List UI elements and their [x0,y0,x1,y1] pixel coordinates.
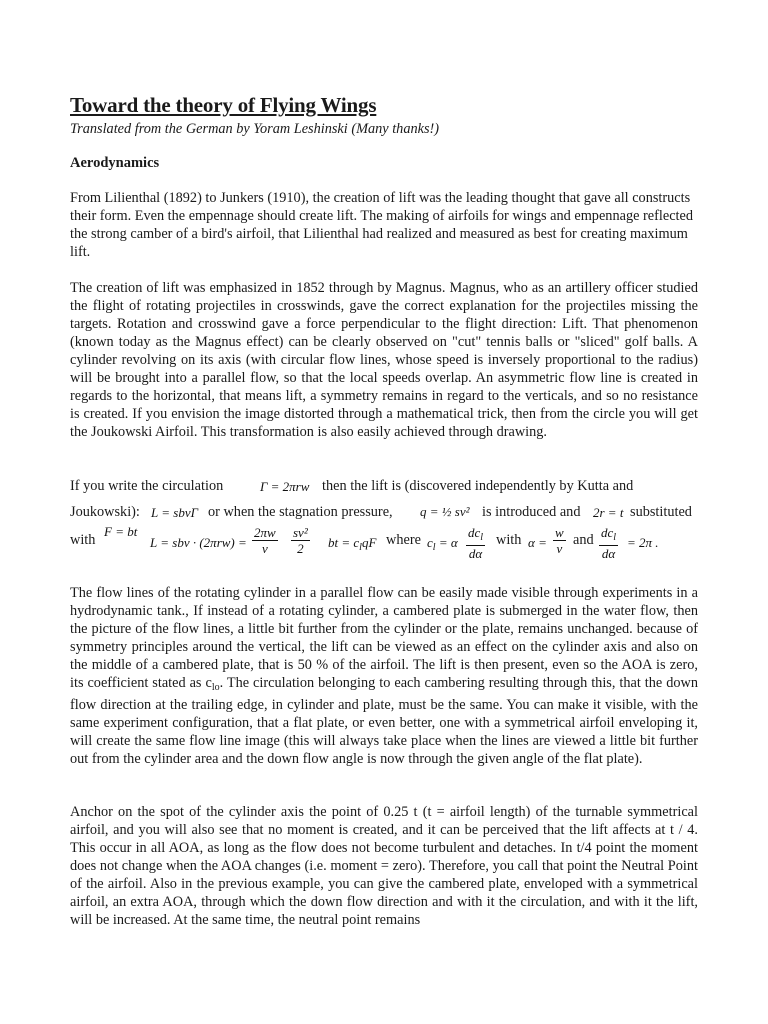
paragraph-1: From Lilienthal (1892) to Junkers (1910), the creation of lift was the leading thought that gave all constructs their form. Even the empennage should create lift. The making of airfoils for wings and empennage reflected the strong camber of a bird's airfoil, that Lilienthal had realized and measured as best for creating maximum lift. [70,190,694,260]
alpha-formula: α = [528,535,547,550]
lift-coefficient-formula: bt = $c_lqF$ [328,535,377,553]
paragraph-4: The flow lines of the rotating cylinder in a parallel flow can be easily made visible through experiments in a hydrodynamic tank., If instead of a rotating cylinder, a cambered plate is submerged in the water flow, then the picture of the flow lines, a little bit further from the cylinder or the plate, remains unchanged. because of symmetry principles around the vertical, the lift can be viewed as an effect on the cylinder axis and also on the middle of a cambered plate, that is 50 % of the airfoil. The lift is then present, even so the AOA is zero, its coefficient stated as $c_{lo}$. The circulation belonging to each cambering resulting through this, that the down flow direction at the trailing edge, in cylinder and plate, must be the same. You can make it visible, with the same experiment configuration, that a flat plate, or even better, one with a symmetrical airfoil enveloping it, will create the same flow line image (this will always take place when the lines are viewed a little bit further out from the cylinder area and the down flow angle is now through the given angle of the flat plate). [70,585,698,767]
formula-text: If you write the circulation [70,478,224,494]
formula-text: where [386,532,421,548]
two-pi-formula: = 2π . [627,535,659,550]
fraction-sv2-2: $\frac{\text{sv²}}{2}$ [293,525,308,556]
formula-text: with [70,532,96,548]
formula-text: or when the stagnation pressure, [208,504,393,520]
radius-formula: 2r = t [593,505,624,520]
fraction-w-v: $\frac{w}{v}$ [555,525,564,556]
formula-text: then the lift is (discovered independently by Kutta and [322,478,634,494]
formula-text: substituted [630,504,692,520]
area-formula: F = bt [104,524,138,539]
fraction-dcl-dalpha: $\frac{dc_l}{d\alpha}$ [468,525,484,561]
translation-credit: Translated from the German by Yoram Leshinski (Many thanks!) [70,121,440,137]
stagnation-pressure-formula: q = ½ sv² [420,504,470,519]
paragraph-5: Anchor on the spot of the cylinder axis the point of 0.25 t (t = airfoil length) of the turnable symmetrical airfoil, and you will also see that no moment is created, and it can be perceived that the lift affects at t / 4. This occur in all AOA, as long as the flow does not become turbulent and detaches. In t/4 point the moment does not change when the AOA changes (i.e. moment = zero). Therefore, you call that point the Neutral Point of the airfoil. Also in the previous example, you can give the cambered plate, enveloped with a symmetrical airfoil, an extra AOA, through which the down flow direction and with it the circulation, and with it the lift, will be increased. At the same time, the neutral point remains [70,804,698,928]
fraction-2piw-v: $\frac{2\pi w}{v}$ [254,525,276,556]
section-heading: Aerodynamics [70,155,160,171]
lift-formula: L = sbvΓ [151,505,198,520]
lift-expanded-formula: L = sbv · (2πrw) = [150,535,247,550]
formula-text: is introduced and [482,504,581,520]
paragraph-2: The creation of lift was emphasized in 1852 through by Magnus. Magnus, who as an artillery officer studied the flight of rotating projectiles in crosswinds, gave the correct explanation for the projectiles missing the targets. Rotation and crosswind gave a force perpendicular to the flight direction: Lift. That phenomenon (known today as the Magnus effect) can be clearly observed on "cut" tennis balls or "sliced" golf balls. A cylinder revolving on its axis (with circular flow lines, whose speed is inversely proportional to the radius) will be brought into a parallel flow, so that the local speeds overlap. An asymmetric flow line is created in regards to the horizontal, that means lift, a symmetry remains in regard to the verticals, and so no resistance is created. If you envision the image distorted through a mathematical trick, then from the circle you will get the Joukowski Airfoil. This transformation is also easily achieved through drawing. [70,280,698,440]
document-title: Toward the theory of Flying Wings [70,93,377,117]
circulation-formula: Γ = 2πrw [260,479,310,494]
fraction-dcl-dalpha-2: $\frac{dc_l}{d\alpha}$ [601,525,617,561]
cl-formula: $c_l = \alpha$ [427,535,458,553]
formula-text: and [573,532,594,548]
formula-text: with [496,532,522,548]
formula-text: Joukowski): [70,504,140,520]
